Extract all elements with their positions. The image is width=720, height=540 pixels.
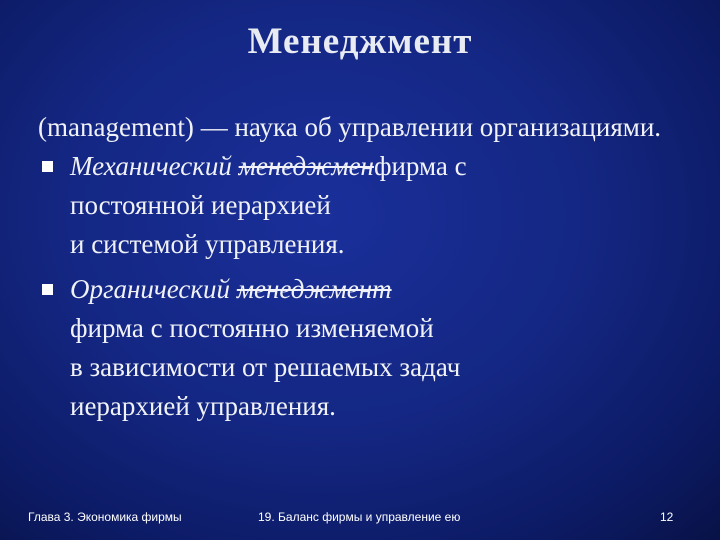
bullet-text: в зависимости от решаемых задач bbox=[70, 352, 461, 382]
square-bullet-icon bbox=[42, 161, 53, 172]
square-bullet-icon bbox=[42, 284, 53, 295]
bullet-text: фирма с bbox=[373, 151, 467, 181]
footer-page-number: 12 bbox=[660, 510, 674, 524]
bullet-mechanical bbox=[38, 147, 698, 264]
definition-dash: — bbox=[200, 112, 228, 142]
definition-text: наука об управлении организациями. bbox=[234, 112, 662, 142]
slide-title: Менеджмент bbox=[247, 21, 473, 62]
bullet-term-struck: менеджмент bbox=[236, 274, 392, 304]
bullet-text: иерархией управления. bbox=[70, 391, 336, 421]
slide-body bbox=[38, 108, 698, 426]
bullet-term-struck: менеджмен bbox=[238, 151, 374, 181]
footer-chapter: Глава 3. Экономика фирмы bbox=[28, 510, 182, 524]
bullet-text: фирма с постоянно изменяемой bbox=[70, 313, 434, 343]
bullet-text: и системой управления. bbox=[70, 229, 345, 259]
bullet-organic bbox=[38, 270, 698, 426]
definition-paragraph bbox=[38, 108, 698, 147]
footer-section: 19. Баланс фирмы и управление ею bbox=[258, 510, 461, 524]
definition-term: (management) bbox=[38, 112, 194, 142]
bullet-term: Механический bbox=[70, 151, 232, 181]
bullet-text: постоянной иерархией bbox=[70, 190, 331, 220]
bullet-term: Органический bbox=[70, 274, 231, 304]
